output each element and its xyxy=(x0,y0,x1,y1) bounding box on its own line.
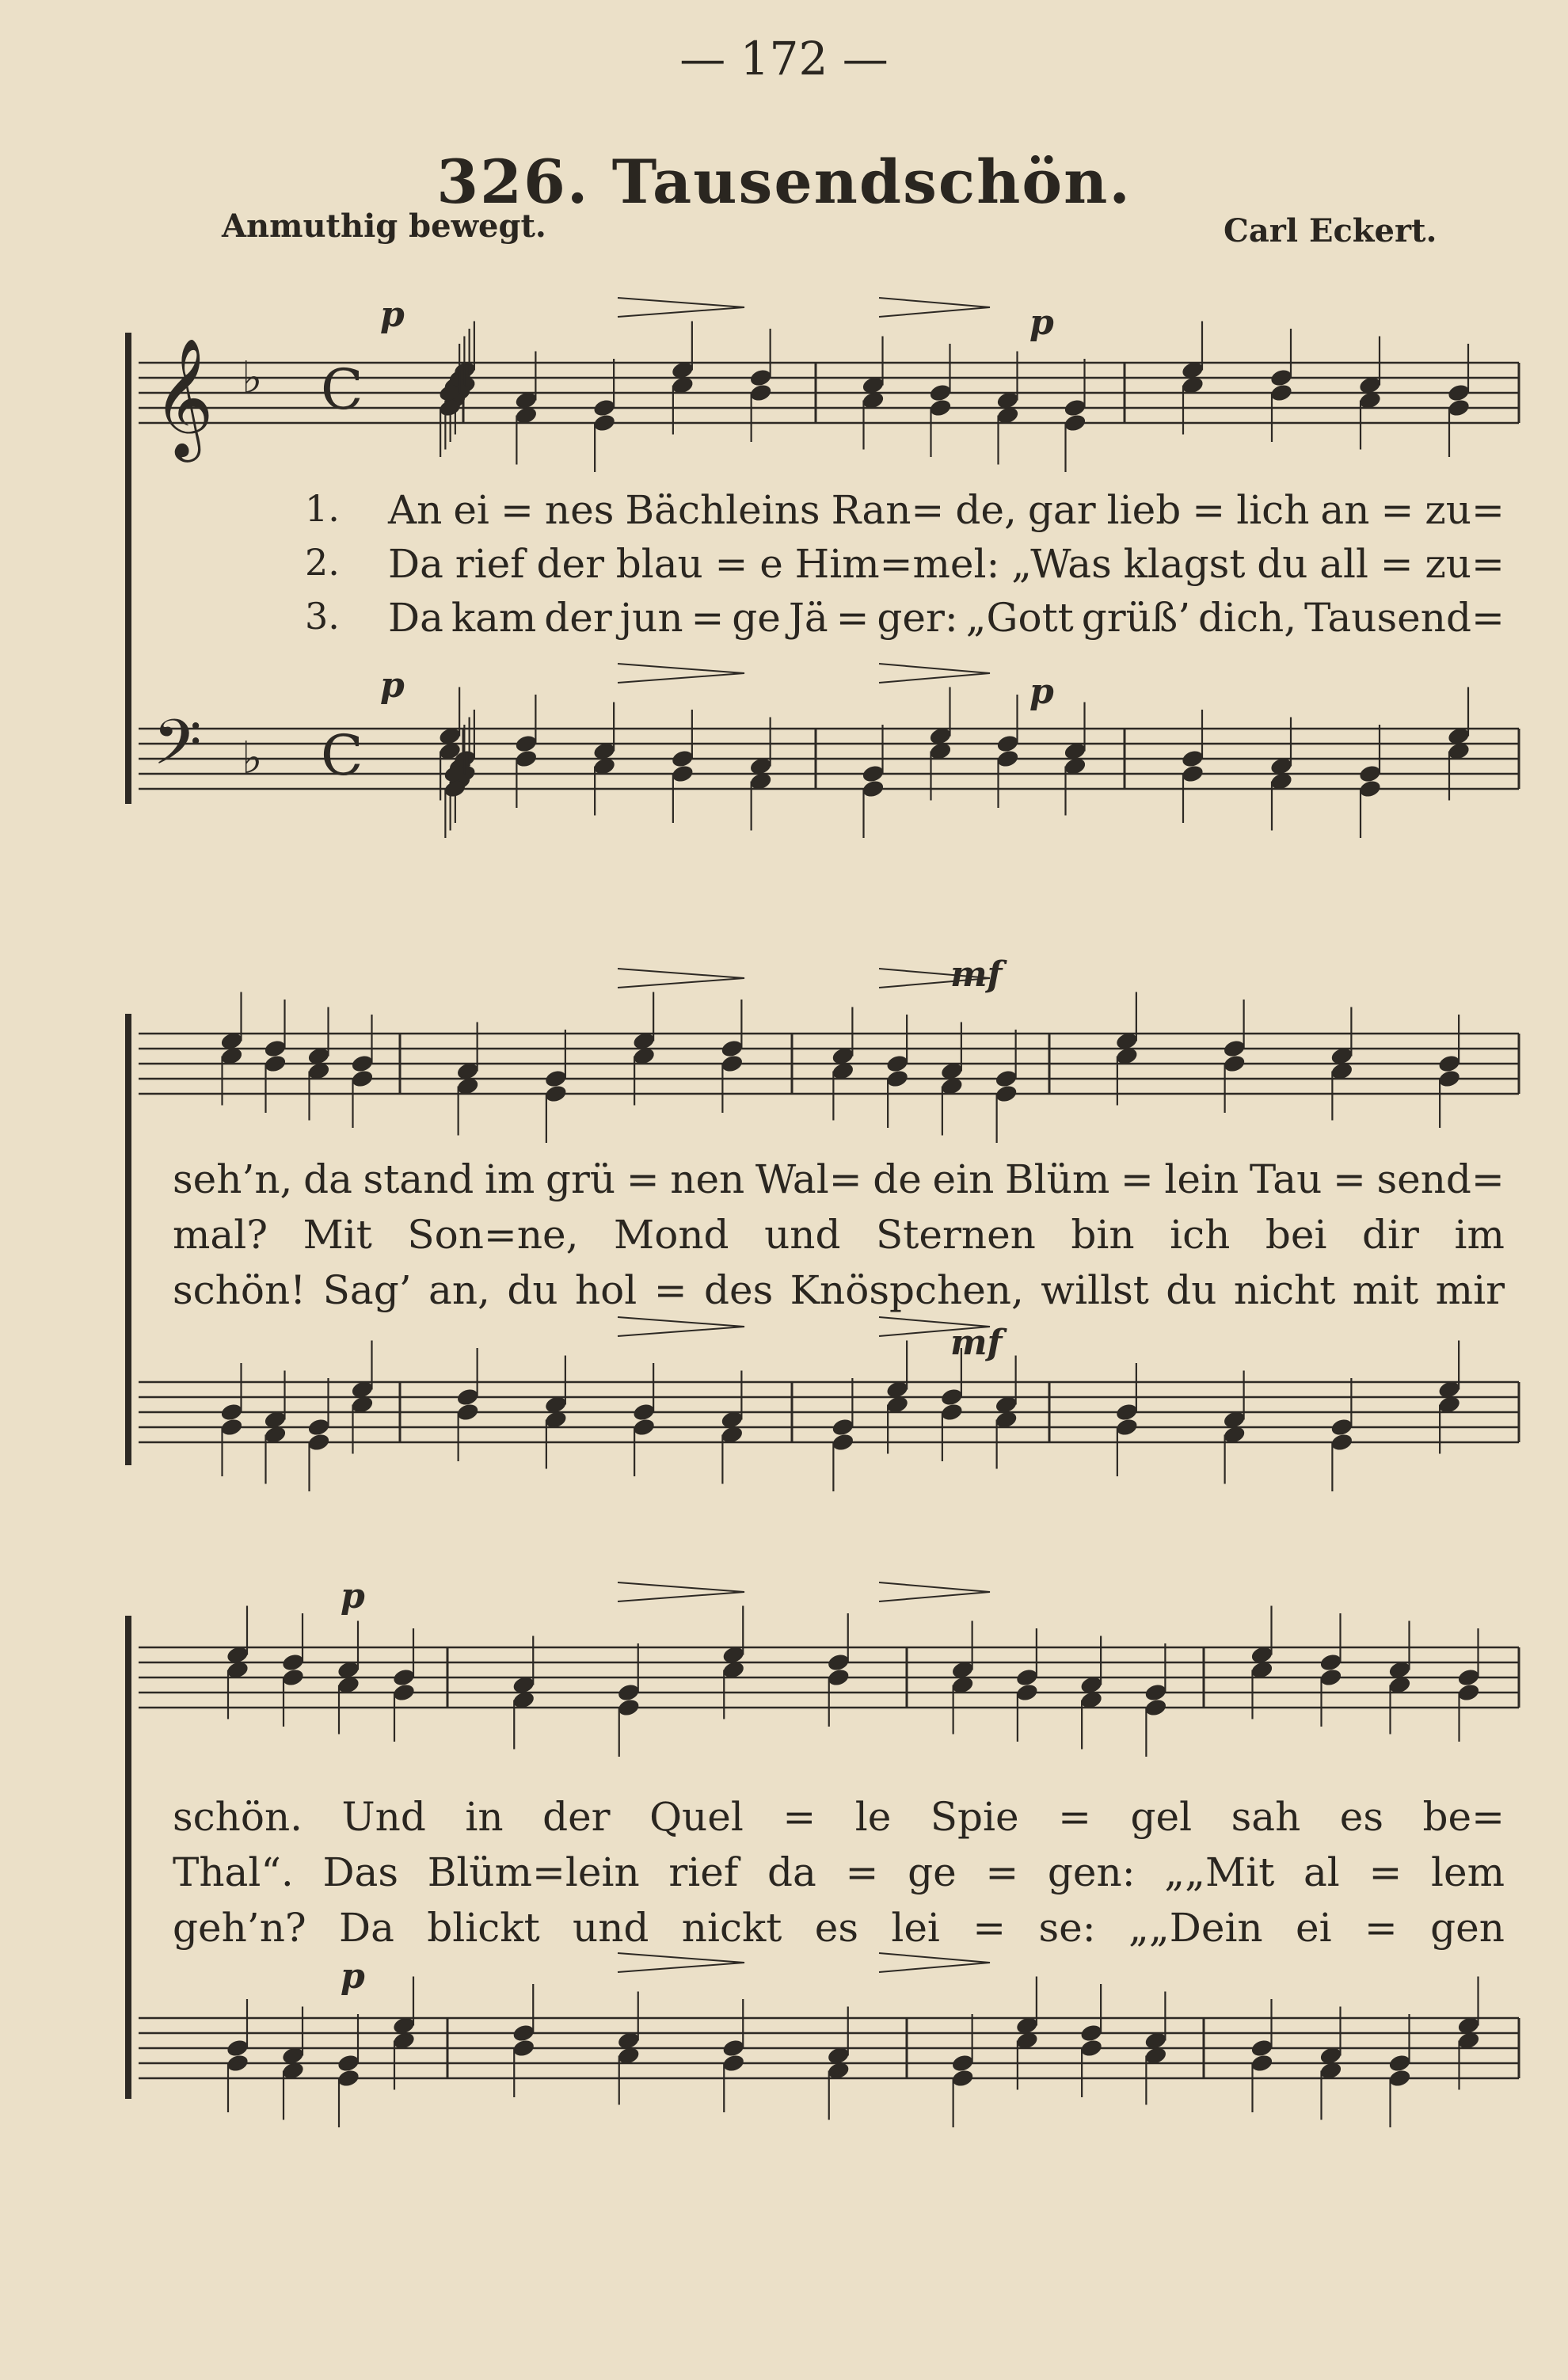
note-head xyxy=(514,748,539,769)
note-head xyxy=(1063,398,1087,418)
lyric-syllable: rief xyxy=(455,541,525,587)
note-head xyxy=(226,2053,250,2073)
lyric-syllable: al xyxy=(1303,1849,1340,1895)
lyric-syllable: willst xyxy=(1041,1267,1149,1313)
lyric-syllable: ei xyxy=(1295,1905,1332,1951)
note-head xyxy=(512,2038,536,2058)
note-head xyxy=(281,1652,306,1673)
lyric-syllable: geh’n? xyxy=(173,1905,306,1951)
lyric-syllable: Thal“. xyxy=(173,1849,294,1895)
lyric-syllable: send= xyxy=(1376,1156,1505,1202)
lyric-syllable: es xyxy=(1339,1794,1383,1840)
treble-clef-icon: 𝄞 xyxy=(153,337,214,457)
note-head xyxy=(826,1652,851,1673)
note-head xyxy=(831,1417,855,1438)
lyric-syllable: gar xyxy=(1027,487,1096,533)
dynamic-mf: mf xyxy=(950,954,1003,995)
lyric-syllable: se: xyxy=(1038,1905,1096,1951)
lyric-syllable: Tau xyxy=(1249,1156,1323,1202)
lyric-syllable: Da xyxy=(388,541,443,587)
lyric-syllable: klagst xyxy=(1123,541,1246,587)
note-head xyxy=(1222,1053,1246,1074)
lyric-syllable: sah xyxy=(1231,1794,1301,1840)
crescendo-hairpin xyxy=(618,1582,744,1601)
lyric-syllable: mal? xyxy=(173,1212,268,1258)
note-head xyxy=(512,2023,536,2043)
lyric-syllable: = xyxy=(1380,541,1414,587)
note-head xyxy=(1269,383,1294,403)
lyric-syllable: ge xyxy=(732,595,781,641)
lyric-syllable: mit xyxy=(1352,1267,1419,1313)
page-number: — 172 — xyxy=(679,32,889,86)
note-head xyxy=(720,1053,744,1074)
lyric-syllable: gel xyxy=(1130,1794,1193,1840)
note-head xyxy=(592,398,617,418)
lyric-syllable: = xyxy=(985,1849,1019,1895)
lyric-syllable: zu= xyxy=(1425,487,1505,533)
note-head xyxy=(544,1068,569,1089)
note-head xyxy=(263,1053,287,1074)
dynamic-p: p xyxy=(380,295,405,335)
note-head xyxy=(940,1387,965,1407)
note-head xyxy=(392,1667,417,1688)
lyric-syllable: Das xyxy=(322,1849,399,1895)
lyric-syllable: gen: xyxy=(1047,1849,1136,1895)
dynamic-mf: mf xyxy=(950,1323,1003,1363)
lyric-syllable: „„Dein xyxy=(1128,1905,1263,1951)
dynamic-p: p xyxy=(1029,303,1054,343)
lyric-syllable: zu= xyxy=(1425,541,1505,587)
note-head xyxy=(1250,2053,1274,2073)
lyric-syllable: lein xyxy=(1164,1156,1239,1202)
common-time-icon: C xyxy=(321,357,363,422)
note-head xyxy=(1437,1053,1462,1074)
staff-2 xyxy=(139,664,1519,838)
lyric-syllable: es xyxy=(814,1905,858,1951)
note-head xyxy=(1015,1682,1040,1703)
dynamic-p: p xyxy=(1029,672,1054,712)
lyric-line xyxy=(388,487,1505,533)
lyric-syllable: de xyxy=(873,1156,922,1202)
lyric-syllable: da xyxy=(303,1156,352,1202)
note-head xyxy=(1115,1402,1140,1422)
lyric-syllable: Blüm=lein xyxy=(427,1849,640,1895)
lyric-syllable: hol xyxy=(574,1267,637,1313)
lyric-line xyxy=(173,1849,1505,1895)
note-head xyxy=(1250,2038,1274,2058)
note-head xyxy=(721,2053,746,2073)
dynamic-p: p xyxy=(341,1576,365,1616)
lyric-syllable: Mit xyxy=(303,1212,372,1258)
lyric-syllable: du xyxy=(1166,1267,1217,1313)
decrescendo-hairpin xyxy=(879,1582,990,1601)
lyric-syllable: = xyxy=(845,1849,879,1895)
lyric-syllable: Jä xyxy=(788,595,828,641)
note-head xyxy=(1358,764,1383,784)
note-head xyxy=(1456,1667,1481,1688)
lyric-line xyxy=(173,1794,1505,1840)
crescendo-hairpin xyxy=(618,1317,744,1336)
note-head xyxy=(1358,779,1383,799)
lyric-syllable: an xyxy=(1320,487,1370,533)
lyric-syllable: = xyxy=(500,487,534,533)
crescendo-hairpin xyxy=(618,664,744,683)
lyric-syllable: Sternen xyxy=(876,1212,1036,1258)
note-head xyxy=(1330,1432,1354,1453)
note-head xyxy=(616,1697,641,1718)
crescendo-hairpin xyxy=(618,969,744,988)
note-head xyxy=(1456,1682,1481,1703)
lyric-syllable: ein xyxy=(932,1156,995,1202)
note-head xyxy=(748,383,773,403)
note-head xyxy=(455,1387,480,1407)
note-head xyxy=(350,1068,375,1089)
note-head xyxy=(1269,367,1294,388)
note-head xyxy=(671,764,695,784)
crescendo-hairpin xyxy=(618,298,744,317)
lyric-syllable: an, xyxy=(428,1267,490,1313)
lyric-syllable: = xyxy=(835,595,870,641)
lyric-syllable: le xyxy=(854,1794,892,1840)
note-head xyxy=(592,413,617,433)
note-head xyxy=(995,748,1020,769)
note-head xyxy=(514,733,539,754)
lyric-syllable: schön! xyxy=(173,1267,306,1313)
lyric-syllable: e xyxy=(759,541,783,587)
lyric-syllable: = xyxy=(1058,1794,1092,1840)
lyric-syllable: dich, xyxy=(1198,595,1297,641)
note-head xyxy=(616,1682,641,1703)
lyric-syllable: der xyxy=(536,541,604,587)
decrescendo-hairpin xyxy=(879,298,990,317)
lyric-syllable: = xyxy=(714,541,748,587)
note-head xyxy=(350,1053,375,1074)
lyric-syllable: = xyxy=(1192,487,1226,533)
lyric-line xyxy=(388,595,1505,641)
note-head xyxy=(950,2068,975,2089)
verse-number: 2. xyxy=(305,541,340,584)
note-head xyxy=(1181,764,1205,784)
lyric-syllable: Und xyxy=(341,1794,426,1840)
note-head xyxy=(337,2068,361,2089)
decrescendo-hairpin xyxy=(879,664,990,683)
lyric-syllable: lei xyxy=(891,1905,940,1951)
system-bracket xyxy=(125,1014,131,1465)
lyric-syllable: Mond xyxy=(614,1212,729,1258)
lyric-syllable: im xyxy=(1454,1212,1505,1258)
lyric-syllable: = xyxy=(691,595,725,641)
note-head xyxy=(748,367,773,388)
lyric-syllable: bin xyxy=(1071,1212,1135,1258)
lyric-syllable: Him=mel: xyxy=(794,541,1000,587)
staff-1 xyxy=(139,298,1519,472)
note-head xyxy=(455,1402,480,1422)
note-head xyxy=(544,1083,569,1104)
note-head xyxy=(721,2038,746,2058)
note-head xyxy=(1015,1667,1040,1688)
crescendo-hairpin xyxy=(618,1953,744,1972)
lyric-syllable: blickt xyxy=(427,1905,540,1951)
flat-icon: ♭ xyxy=(242,733,263,784)
lyric-syllable: des xyxy=(704,1267,774,1313)
lyric-syllable: Knöspchen, xyxy=(790,1267,1024,1313)
note-head xyxy=(720,1038,744,1059)
lyric-syllable: du xyxy=(1257,541,1308,587)
lyric-line xyxy=(173,1156,1505,1202)
lyric-syllable: und xyxy=(573,1905,649,1951)
lyric-syllable: nickt xyxy=(681,1905,782,1951)
note-head xyxy=(831,1432,855,1453)
lyric-syllable: = xyxy=(1368,1849,1402,1895)
note-head xyxy=(861,779,885,799)
system-bracket xyxy=(125,333,131,804)
note-head xyxy=(263,1038,287,1059)
lyric-syllable: schön. xyxy=(173,1794,303,1840)
note-head xyxy=(219,1417,244,1438)
common-time-icon: C xyxy=(321,723,363,788)
lyric-syllable: all xyxy=(1319,541,1368,587)
note-head xyxy=(392,1682,417,1703)
lyric-syllable: Quel xyxy=(649,1794,744,1840)
flat-icon: ♭ xyxy=(242,352,263,404)
bass-clef-icon: 𝄢 xyxy=(153,706,202,794)
lyric-syllable: nicht xyxy=(1233,1267,1336,1313)
note-head xyxy=(1319,1667,1343,1688)
note-head xyxy=(1115,1417,1140,1438)
verse-number: 3. xyxy=(305,595,340,638)
lyric-syllable: = xyxy=(1332,1156,1366,1202)
staff-4 xyxy=(139,1317,1519,1491)
note-head xyxy=(950,2053,975,2073)
decrescendo-hairpin xyxy=(879,1953,990,1972)
note-head xyxy=(1387,2053,1412,2073)
lyric-syllable: = xyxy=(1364,1905,1398,1951)
note-head xyxy=(861,764,885,784)
lyric-line xyxy=(388,541,1505,587)
note-head xyxy=(1144,1697,1168,1718)
lyric-syllable: blau xyxy=(615,541,703,587)
lyric-syllable: da xyxy=(767,1849,816,1895)
note-head xyxy=(1144,1682,1168,1703)
lyric-syllable: grüß’ xyxy=(1081,595,1191,641)
note-head xyxy=(1447,383,1471,403)
lyric-syllable: Da xyxy=(339,1905,394,1951)
note-head xyxy=(219,1402,244,1422)
lyric-syllable: rief xyxy=(668,1849,739,1895)
lyric-syllable: ei xyxy=(453,487,489,533)
note-head xyxy=(940,1402,965,1422)
lyric-syllable: dir xyxy=(1362,1212,1419,1258)
lyric-syllable: du xyxy=(507,1267,558,1313)
lyric-line xyxy=(173,1267,1505,1313)
lyric-syllable: in xyxy=(465,1794,504,1840)
note-head xyxy=(885,1068,910,1089)
note-head xyxy=(1447,398,1471,418)
lyric-syllable: der xyxy=(542,1794,611,1840)
note-head xyxy=(1222,1038,1246,1059)
note-head xyxy=(995,733,1020,754)
lyric-syllable: lieb xyxy=(1106,487,1182,533)
lyric-syllable: ger: xyxy=(877,595,958,641)
lyric-syllable: = xyxy=(626,1156,660,1202)
note-head xyxy=(337,2053,361,2073)
note-head xyxy=(1063,413,1087,433)
lyric-syllable: ich xyxy=(1170,1212,1231,1258)
lyric-syllable: Wal= xyxy=(755,1156,862,1202)
composer-name: Carl Eckert. xyxy=(1224,212,1437,249)
note-head xyxy=(306,1417,331,1438)
lyric-syllable: kam xyxy=(451,595,537,641)
lyric-syllable: und xyxy=(764,1212,841,1258)
note-head xyxy=(885,1053,910,1074)
lyric-line xyxy=(173,1212,1505,1258)
lyric-syllable: = xyxy=(653,1267,687,1313)
lyric-syllable: „Was xyxy=(1011,541,1112,587)
lyric-syllable: nen xyxy=(670,1156,745,1202)
lyric-syllable: seh’n, xyxy=(173,1156,293,1202)
lyric-syllable: = xyxy=(972,1905,1007,1951)
note-head xyxy=(826,1667,851,1688)
lyric-syllable: An xyxy=(388,487,443,533)
lyric-syllable: Ran= xyxy=(831,487,945,533)
lyric-syllable: = xyxy=(782,1794,816,1840)
lyric-syllable: jun xyxy=(619,595,683,641)
tempo-marking: Anmuthig bewegt. xyxy=(222,208,546,245)
note-head xyxy=(928,398,953,418)
lyric-syllable: Spie xyxy=(930,1794,1019,1840)
note-head xyxy=(994,1083,1018,1104)
lyric-syllable: im xyxy=(484,1156,535,1202)
lyric-syllable: „„Mit xyxy=(1164,1849,1275,1895)
song-title: 326. Tausendschön. xyxy=(436,147,1132,217)
note-head xyxy=(226,2038,250,2058)
dynamic-p: p xyxy=(380,665,405,706)
lyric-syllable: mir xyxy=(1435,1267,1505,1313)
lyric-syllable: Bächleins xyxy=(625,487,820,533)
lyric-syllable: „Gott xyxy=(965,595,1074,641)
note-head xyxy=(1330,1417,1354,1438)
lyric-syllable: be= xyxy=(1422,1794,1505,1840)
verse-number: 1. xyxy=(305,487,340,530)
lyric-syllable: stand xyxy=(363,1156,474,1202)
lyric-syllable: grü xyxy=(545,1156,616,1202)
note-head xyxy=(1319,1652,1343,1673)
note-head xyxy=(994,1068,1018,1089)
lyric-syllable: Tausend= xyxy=(1304,595,1505,641)
lyric-syllable: lem xyxy=(1431,1849,1505,1895)
lyric-syllable: bei xyxy=(1265,1212,1327,1258)
lyric-syllable: der xyxy=(544,595,612,641)
note-head xyxy=(632,1402,657,1422)
note-head xyxy=(1437,1068,1462,1089)
note-head xyxy=(306,1432,331,1453)
lyric-syllable: = xyxy=(1120,1156,1154,1202)
lyric-syllable: Da xyxy=(388,595,443,641)
lyric-syllable: nes xyxy=(544,487,615,533)
lyric-syllable: de, xyxy=(955,487,1017,533)
note-head xyxy=(1079,2023,1104,2043)
lyric-syllable: lich xyxy=(1236,487,1310,533)
staff-3 xyxy=(139,969,1519,1143)
note-head xyxy=(1079,2038,1104,2058)
note-head xyxy=(928,383,953,403)
dynamic-p: p xyxy=(341,1956,365,1997)
lyric-syllable: gen xyxy=(1430,1905,1505,1951)
note-head xyxy=(671,748,695,769)
lyric-syllable: Son=ne, xyxy=(407,1212,579,1258)
lyric-syllable: Sag’ xyxy=(322,1267,412,1313)
note-head xyxy=(1181,748,1205,769)
lyric-syllable: = xyxy=(1380,487,1414,533)
system-bracket xyxy=(125,1616,131,2099)
note-head xyxy=(281,1667,306,1688)
lyric-syllable: Blüm xyxy=(1004,1156,1110,1202)
lyric-line xyxy=(173,1905,1505,1951)
lyric-syllable: ge xyxy=(908,1849,957,1895)
note-head xyxy=(632,1417,657,1438)
note-head xyxy=(1387,2068,1412,2089)
